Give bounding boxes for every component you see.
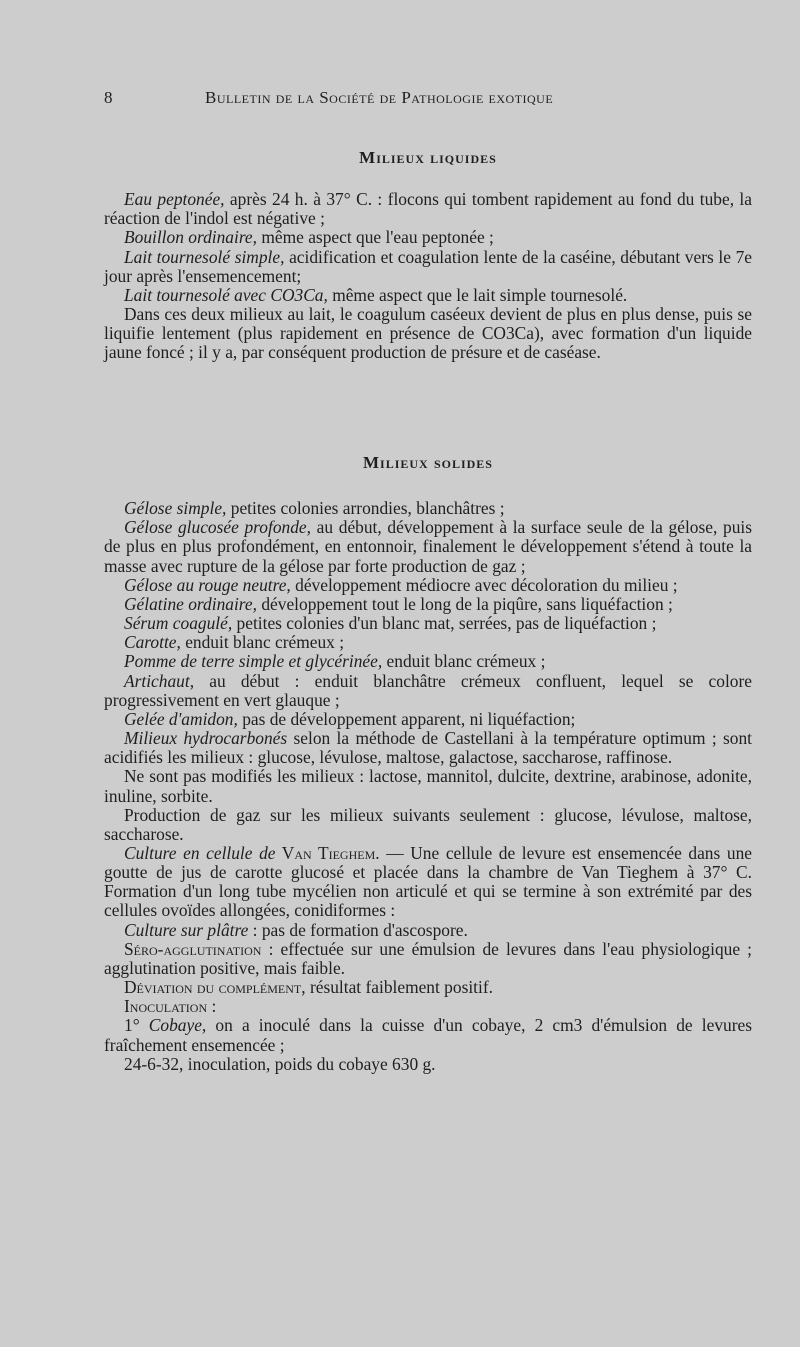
term: Gelée d'amidon, (124, 708, 238, 729)
paragraph (104, 710, 752, 729)
paragraph-text: : effectuée sur une émulsion de levures dans l'eau physiologique ; agglutination positive, mais faible. (104, 938, 752, 978)
term: Artichaut, (124, 670, 195, 691)
section-liquides (104, 148, 752, 363)
paragraph-text: Production de gaz sur les milieux suivants seulement : glucose, lévulose, maltose, saccharose. (104, 804, 752, 844)
paragraph-text: enduit blanc crémeux ; (382, 651, 546, 672)
paragraph-text: petites colonies arrondies, blanchâtres ; (226, 498, 505, 519)
paragraph-text: pas de développement apparent, ni liquéfaction; (237, 708, 576, 729)
paragraph (104, 305, 752, 362)
paragraph (104, 633, 752, 652)
term: Gélose simple, (124, 498, 227, 519)
paragraph (104, 729, 752, 767)
term: Culture en cellule de (124, 842, 276, 863)
paragraph (104, 576, 752, 595)
paragraph (104, 1055, 752, 1074)
term: Gélose au rouge neutre, (124, 574, 291, 595)
author-name: Van Tieghem. (275, 842, 380, 863)
paragraph-text: au début : enduit blanchâtre crémeux confluent, lequel se colore progressivement en vert glauque ; (104, 670, 752, 710)
paragraph-text: — Une cellule de levure est ensemencée dans une goutte de jus de carotte glucosé et placée dans la chambre de Van Tieghem à 37° C. Formation d'un long tube mycélien non articulé et qui se termine à son extrémité par des cellules ovoïdes allongées, conidiformes : (104, 842, 752, 921)
paragraph (104, 499, 752, 518)
term: Gélose glucosée profonde, (124, 517, 311, 538)
paragraph-text: selon la méthode de Castellani à la température optimum ; sont acidifiés les milieux : glucose, lévulose, maltose, galactose, saccharose, raffinose. (104, 728, 753, 768)
section-solides (104, 453, 752, 1074)
term: Cobaye, (148, 1015, 207, 1036)
journal-title: Bulletin de la Société de Pathologie exotique (205, 88, 554, 107)
paragraph (104, 190, 752, 228)
paragraph (104, 614, 752, 633)
paragraph-text: : pas de formation d'ascospore. (248, 919, 468, 940)
paragraph (104, 767, 752, 805)
section-title-liquides: Milieux liquides (359, 148, 497, 167)
term: Lait tournesolé avec CO3Ca, (124, 284, 328, 305)
paragraph-text: 24-6-32, inoculation, poids du cobaye 630 g. (124, 1053, 436, 1074)
term: Bouillon ordinaire, (124, 227, 258, 248)
paragraph (104, 672, 752, 710)
term: Sérum coagulé, (124, 613, 233, 634)
paragraph-text: au début, développement à la surface seule de la gélose, puis de plus en plus profondément, en entonnoir, finalement le développement s'étend à toute la masse avec rupture de la gélose par forte production de gaz ; (104, 517, 752, 576)
paragraph (104, 228, 752, 247)
term: Eau peptonée, (124, 189, 225, 210)
paragraph-text: enduit blanc crémeux ; (180, 632, 345, 653)
term: Gélatine ordinaire, (124, 593, 257, 614)
paragraph-text: même aspect que l'eau peptonée ; (257, 227, 494, 248)
paragraph-text: Ne sont pas modifiés les milieux : lactose, mannitol, dulcite, dextrine, arabinose, adonite, inuline, sorbite. (104, 766, 752, 806)
term: Carotte, (124, 632, 181, 653)
paragraph-text: même aspect que le lait simple tournesolé. (327, 284, 628, 305)
paragraph-text: après 24 h. à 37° C. : flocons qui tombent rapidement au fond du tube, la réaction de l'indol est négative ; (104, 189, 752, 229)
list-marker: 1° (124, 1015, 149, 1036)
paragraph-text: développement tout le long de la piqûre, sans liquéfaction ; (257, 593, 673, 614)
paragraph (104, 844, 752, 921)
term: Milieux hydrocarbonés (124, 728, 288, 749)
paragraph (104, 518, 752, 575)
section-title-solides: Milieux solides (362, 453, 493, 472)
term: Pomme de terre simple et glycérinée, (124, 651, 383, 672)
paragraph-text: acidification et coagulation lente de la caséine, débutant vers le 7e jour après l'ensemencement; (104, 246, 752, 286)
paragraph (104, 652, 752, 671)
heading-inline: Déviation du complément, (124, 977, 306, 998)
paragraph-text: Dans ces deux milieux au lait, le coagulum caséeux devient de plus en plus dense, puis se liquifie lentement (plus rapidement en présence de CO3Ca), avec formation d'un liquide jaune foncé ; il y a, par conséquent production de présure et de caséase. (104, 304, 752, 363)
paragraph-text: développement médiocre avec décoloration du milieu ; (290, 574, 678, 595)
paragraph (104, 921, 752, 940)
heading-inline: Séro-agglutination (124, 938, 262, 959)
paragraph (104, 595, 752, 614)
term: Culture sur plâtre (124, 919, 249, 940)
paragraph (104, 978, 752, 997)
page-number: 8 (104, 88, 113, 107)
paragraph (104, 286, 752, 305)
paragraph (104, 248, 752, 286)
term: Lait tournesolé simple, (124, 246, 285, 267)
paragraph-text: petites colonies d'un blanc mat, serrées, pas de liquéfaction ; (232, 613, 657, 634)
paragraph-text: résultat faiblement positif. (305, 977, 493, 998)
heading-inline: Inoculation : (124, 996, 217, 1017)
paragraph (104, 806, 752, 844)
paragraph-text: on a inoculé dans la cuisse d'un cobaye, 2 cm3 d'émulsion de levures fraîchement ensemencée ; (104, 1015, 752, 1055)
paragraph (104, 940, 752, 978)
paragraph (104, 997, 752, 1016)
paragraph (104, 1016, 752, 1054)
